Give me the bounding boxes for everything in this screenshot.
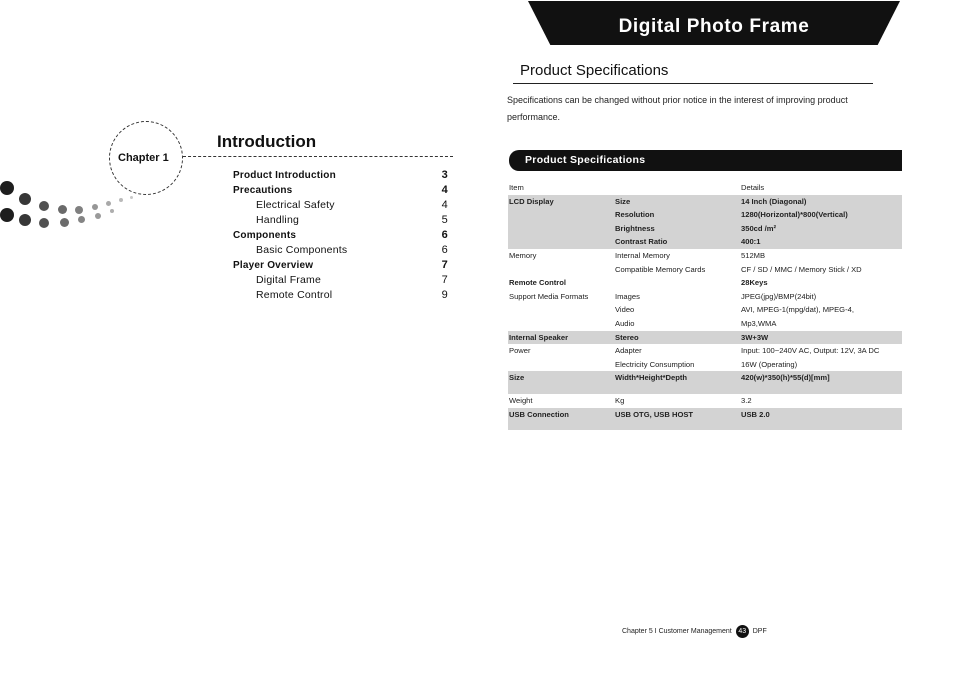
spec-cell: Resolution	[615, 210, 655, 220]
decorative-dot	[19, 214, 31, 226]
toc-entry-page: 7	[441, 274, 448, 286]
decorative-dot	[58, 205, 67, 214]
decorative-dot	[75, 206, 83, 214]
spec-cell: Support Media Formats	[509, 291, 589, 301]
decorative-dot	[119, 198, 123, 202]
decorative-dot	[95, 213, 101, 219]
toc-entry	[233, 229, 448, 244]
toc-entry-label: Remote Control	[256, 289, 333, 301]
decorative-dot	[106, 201, 111, 206]
spec-row	[508, 344, 902, 371]
spec-row	[508, 249, 902, 276]
toc-entry	[233, 199, 448, 214]
toc-entry-page: 6	[441, 229, 448, 241]
spec-row	[508, 394, 902, 408]
spec-table	[508, 181, 902, 430]
spec-cell: 512MB	[741, 250, 766, 260]
spec-cell: Memory	[509, 250, 537, 260]
toc-entry-label: Digital Frame	[256, 274, 322, 286]
spec-note: Specifications can be changed without prior notice in the interest of improving product performance.	[507, 95, 848, 122]
spec-cell: 28Keys	[741, 278, 768, 288]
spec-cell: Contrast Ratio	[615, 237, 668, 247]
spec-cell: Video	[615, 305, 635, 315]
spec-cell: Item	[509, 183, 524, 192]
spec-cell: Compatible Memory Cards	[615, 264, 706, 274]
decorative-dot	[92, 204, 98, 210]
spec-cell: USB OTG, USB HOST	[615, 409, 694, 419]
toc-entry-page: 5	[441, 214, 448, 226]
spec-cell: 3.2	[741, 395, 752, 405]
spec-cell: Internal Memory	[615, 250, 670, 260]
spec-row	[508, 276, 902, 290]
spec-cell: Width*Height*Depth	[615, 373, 688, 383]
decorative-dot	[130, 196, 133, 199]
spec-cell: Kg	[615, 395, 625, 405]
decorative-dot	[19, 193, 31, 205]
spec-row	[508, 408, 902, 431]
spec-section-label: Product Specifications	[525, 154, 646, 166]
toc-entry	[233, 274, 448, 289]
spec-cell: USB 2.0	[741, 409, 770, 419]
decorative-dot	[78, 216, 85, 223]
decorative-dot	[110, 209, 114, 213]
toc-entry	[233, 184, 448, 199]
spec-row	[508, 331, 902, 345]
toc-entry-label: Components	[233, 230, 297, 241]
toc-entry-page: 4	[441, 184, 448, 196]
toc-entry	[233, 289, 448, 304]
table-of-contents	[233, 169, 448, 304]
spec-cell: LCD Display	[509, 196, 554, 206]
toc-entry	[233, 169, 448, 184]
toc-entry-label: Handling	[256, 214, 300, 226]
decorative-dot	[39, 201, 49, 211]
toc-entry-page: 6	[441, 244, 448, 256]
spec-cell: Adapter	[615, 346, 642, 356]
spec-cell: Details	[741, 183, 765, 192]
chapter-title: Introduction	[217, 132, 317, 151]
page-footer	[622, 625, 767, 638]
spec-cell: USB Connection	[509, 409, 569, 419]
chapter-divider	[183, 156, 453, 157]
decorative-dot	[60, 218, 69, 227]
spec-cell: Size	[509, 373, 525, 383]
spec-cell: Input: 100~240V AC, Output: 12V, 3A DC	[741, 346, 880, 356]
page-number-badge: 43	[736, 625, 749, 638]
decorative-dot	[39, 218, 49, 228]
toc-entry-page: 4	[441, 199, 448, 211]
spec-cell: 350cd /m²	[741, 223, 777, 233]
spec-cell: Audio	[615, 318, 635, 328]
decorative-dot	[0, 181, 14, 195]
spec-cell: Stereo	[615, 332, 639, 342]
spec-cell: Electricity Consumption	[615, 359, 695, 369]
spec-cell: 3W+3W	[741, 332, 769, 342]
spec-cell: JPEG(jpg)/BMP(24bit)	[741, 291, 817, 301]
spec-cell: 400:1	[741, 237, 761, 247]
toc-entry-label: Product Introduction	[233, 170, 336, 181]
decorative-dot	[0, 208, 14, 222]
heading-underline	[513, 83, 873, 84]
spec-cell: CF / SD / MMC / Memory Stick / XD	[741, 264, 862, 274]
toc-entry-label: Precautions	[233, 185, 293, 196]
spec-row	[508, 371, 902, 394]
footer-label: DPF	[752, 628, 767, 635]
spec-cell: Power	[509, 346, 531, 356]
spec-cell: 420(w)*350(h)*55(d)[mm]	[741, 373, 830, 383]
spec-cell: 1280(Horizontal)*800(Vertical)	[741, 210, 848, 220]
spec-cell: 14 Inch (Diagonal)	[741, 196, 807, 206]
spec-cell: Weight	[509, 395, 533, 405]
toc-entry-label: Player Overview	[233, 260, 314, 271]
spec-row	[508, 181, 902, 195]
spec-cell: Remote Control	[509, 278, 566, 288]
spec-cell: Images	[615, 291, 640, 301]
spec-cell: Size	[615, 196, 631, 206]
spec-cell: 16W (Operating)	[741, 359, 798, 369]
spec-row	[508, 290, 902, 331]
toc-entry-label: Basic Components	[256, 244, 348, 256]
toc-entry-label: Electrical Safety	[256, 199, 335, 211]
spec-cell: Brightness	[615, 223, 655, 233]
banner-title: Digital Photo Frame	[618, 16, 810, 37]
section-heading: Product Specifications	[520, 62, 669, 79]
toc-entry	[233, 214, 448, 229]
spec-cell: Internal Speaker	[509, 332, 569, 342]
spec-cell: AVI, MPEG-1(mpg/dat), MPEG-4,	[741, 305, 854, 315]
toc-entry	[233, 259, 448, 274]
footer-chapter: Chapter 5 I Customer Management	[622, 628, 732, 635]
toc-entry-page: 3	[441, 169, 448, 181]
toc-entry	[233, 244, 448, 259]
toc-entry-page: 7	[441, 259, 448, 271]
chapter-label: Chapter 1	[118, 152, 169, 164]
spec-row	[508, 195, 902, 249]
toc-entry-page: 9	[441, 289, 448, 301]
spec-cell: Mp3,WMA	[741, 318, 777, 328]
